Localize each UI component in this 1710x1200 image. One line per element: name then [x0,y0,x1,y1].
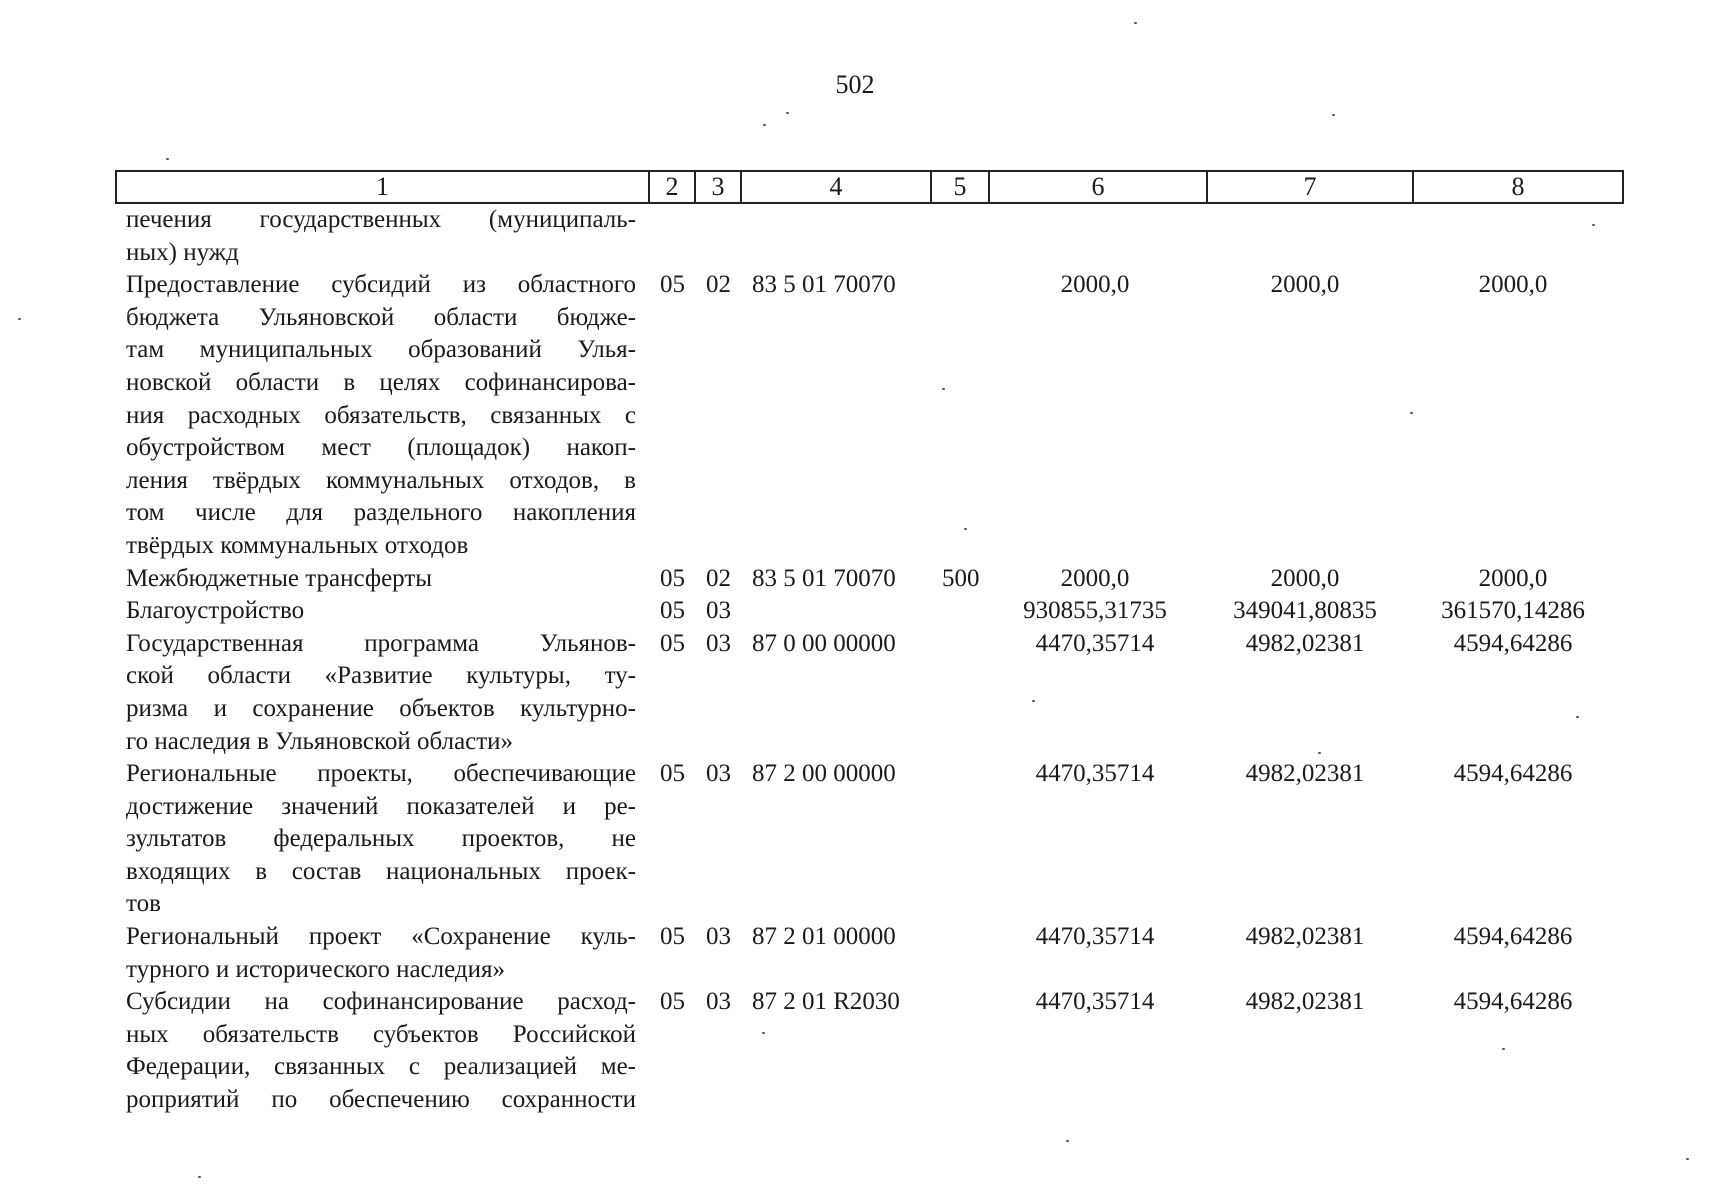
section-code: 05 [660,629,685,657]
header-col-5: 5 [931,171,989,203]
description-line: зультатов федеральных проектов, не [126,825,636,853]
header-row [116,171,1623,203]
row-description [126,269,636,562]
description-line: ных) нужд [126,238,239,266]
description-line: Государственная программа Ульянов- [126,629,636,657]
amount-col-6: 4470,35714 [1035,629,1155,657]
section-code: 05 [660,597,685,625]
scan-speck [1066,1140,1069,1142]
scan-speck [1502,1048,1505,1050]
description-line: Благоустройство [126,597,305,625]
scan-speck [964,528,967,530]
amount-col-8: 4594,64286 [1453,988,1573,1016]
scan-speck [763,124,766,126]
header-col-6: 6 [989,171,1207,203]
table-row [0,563,1710,596]
section-code: 05 [660,988,685,1016]
description-line: Предоставление субсидий из областного [126,271,636,299]
description-line: тов [126,890,161,918]
description-line: обустройством мест (площадок) накоп- [126,434,636,462]
scan-speck [1318,752,1321,754]
header-col-4: 4 [741,171,931,203]
row-description [126,921,636,986]
scan-speck [1686,1158,1689,1160]
description-line: Региональные проекты, обеспечивающие [126,760,636,788]
description-line: Субсидии на софинансирование расход- [126,988,636,1016]
description-line: ления твёрдых коммунальных отходов, в [126,466,636,494]
amount-col-8: 4594,64286 [1453,760,1573,788]
row-description [126,204,636,269]
header-col-2: 2 [649,171,695,203]
subsection-code: 03 [706,760,731,788]
table-row [0,986,1710,1116]
target-article-code: 87 2 00 00000 [752,760,896,788]
subsection-code: 03 [706,988,731,1016]
subsection-code: 03 [706,597,731,625]
amount-col-8: 4594,64286 [1453,629,1573,657]
amount-col-8: 2000,0 [1478,271,1548,299]
amount-col-8: 4594,64286 [1453,923,1573,951]
subsection-code: 02 [706,271,731,299]
description-line: Межбюджетные трансферты [126,564,433,592]
header-col-7: 7 [1207,171,1413,203]
description-line: бюджета Ульяновской области бюдже- [126,303,636,331]
amount-col-7: 4982,02381 [1245,629,1365,657]
description-line: твёрдых коммунальных отходов [126,531,469,559]
section-code: 05 [660,923,685,951]
description-line: ния расходных обязательств, связанных с [126,401,636,429]
amount-col-7: 349041,80835 [1233,597,1377,625]
row-description [126,595,636,628]
header-col-1: 1 [116,171,649,203]
amount-col-7: 2000,0 [1270,271,1340,299]
description-line: Региональный проект «Сохранение куль- [126,923,636,951]
description-line: новской области в целях софинансирова- [126,368,636,396]
description-line: ризма и сохранение объектов культурно- [126,694,636,722]
section-code: 05 [660,564,685,592]
amount-col-7: 4982,02381 [1245,923,1365,951]
page-number: 502 [835,70,875,99]
target-article-code: 87 2 01 00000 [752,923,896,951]
table-row [0,269,1710,562]
amount-col-7: 4982,02381 [1245,760,1365,788]
expense-type-code: 500 [942,564,980,592]
scan-speck [18,318,21,320]
description-line: ных обязательств субъектов Российской [126,1020,636,1048]
table-body [0,204,1710,1117]
amount-col-8: 2000,0 [1478,564,1548,592]
amount-col-7: 2000,0 [1270,564,1340,592]
description-line: турного и исторического наследия» [126,955,505,983]
amount-col-8: 361570,14286 [1441,597,1585,625]
row-description [126,563,636,596]
header-col-3: 3 [695,171,741,203]
row-description [126,628,636,758]
amount-col-6: 930855,31735 [1023,597,1167,625]
description-line: входящих в состав национальных проек- [126,857,636,885]
scan-speck [1576,716,1579,718]
target-article-code: 87 0 00 00000 [752,629,896,657]
scan-speck [166,158,169,160]
scan-speck [1410,412,1413,414]
table-row [0,628,1710,758]
amount-col-7: 4982,02381 [1245,988,1365,1016]
amount-col-6: 4470,35714 [1035,923,1155,951]
description-line: Федерации, связанных с реализацией ме- [126,1053,636,1081]
scan-speck [1592,224,1595,226]
amount-col-6: 4470,35714 [1035,988,1155,1016]
header-col-8: 8 [1413,171,1623,203]
table-row [0,595,1710,628]
description-line: том числе для раздельного накопления [126,499,636,527]
subsection-code: 03 [706,923,731,951]
table-row [0,758,1710,921]
description-line: ской области «Развитие культуры, ту- [126,662,636,690]
scan-speck [1134,22,1137,24]
scan-speck [762,1032,765,1034]
description-line: там муниципальных образований Улья- [126,336,636,364]
section-code: 05 [660,271,685,299]
subsection-code: 02 [706,564,731,592]
amount-col-6: 2000,0 [1060,564,1130,592]
row-description [126,986,636,1116]
description-line: достижение значений показателей и ре- [126,792,636,820]
table-row [0,204,1710,269]
table-row [0,921,1710,986]
scan-speck [942,388,945,390]
description-line: печения государственных (муниципаль- [126,206,636,233]
section-code: 05 [660,760,685,788]
row-description [126,758,636,921]
subsection-code: 03 [706,629,731,657]
scan-speck [1032,700,1035,702]
description-line: го наследия в Ульяновской области» [126,727,514,755]
scan-speck [786,112,789,114]
target-article-code: 83 5 01 70070 [752,271,896,299]
target-article-code: 83 5 01 70070 [752,564,896,592]
scan-speck [198,1176,201,1178]
amount-col-6: 2000,0 [1060,271,1130,299]
target-article-code: 87 2 01 R2030 [752,988,900,1016]
description-line: роприятий по обеспечению сохранности [126,1086,636,1114]
scan-speck [1332,114,1335,116]
column-header-table [115,170,1624,204]
amount-col-6: 4470,35714 [1035,760,1155,788]
